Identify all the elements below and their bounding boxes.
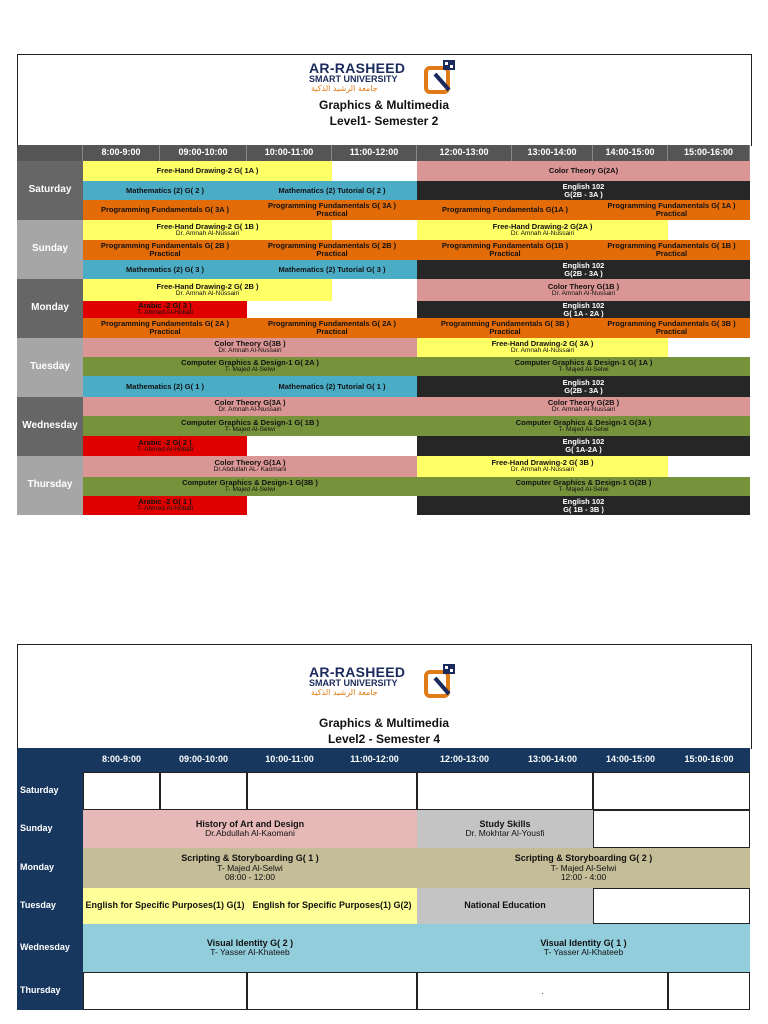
class-color bbox=[417, 397, 750, 416]
class-history bbox=[83, 810, 417, 848]
schedule1-title: Graphics & Multimedia bbox=[318, 98, 450, 112]
class-visual-identity-teacher: T- Yasser Al-Khateeb bbox=[543, 947, 624, 958]
class-english bbox=[417, 260, 750, 279]
class-pf-prac-title: Programming Fundamentals G(1B ) bbox=[441, 241, 569, 251]
class-scripting-teacher: T- Majed Al-Selwi bbox=[217, 862, 283, 873]
class-pf-prac-title: Programming Fundamentals G( 3A ) bbox=[267, 201, 397, 211]
class-pf-prac bbox=[593, 240, 750, 260]
class-fhd-teacher: Dr. Amnah Al-Nussairi bbox=[175, 289, 240, 297]
time-header bbox=[160, 748, 247, 772]
class-pf-prac bbox=[417, 240, 593, 260]
class-math-tut bbox=[247, 376, 417, 397]
class-pf-title: Programming Fundamentals G(1A ) bbox=[442, 205, 568, 215]
class-pf-prac bbox=[417, 318, 593, 338]
day-saturday bbox=[17, 772, 83, 810]
class-math-title: Mathematics (2) G( 3 ) bbox=[126, 264, 204, 274]
class-fhd bbox=[417, 220, 668, 240]
class-study-skills bbox=[417, 810, 593, 848]
day-thursday bbox=[17, 456, 83, 515]
class-cg bbox=[417, 416, 750, 436]
time-header bbox=[332, 145, 417, 161]
day-thursday-label: Thursday bbox=[20, 985, 61, 996]
time-header-label: 10:00-11:00 bbox=[265, 754, 314, 765]
class-arabic-teacher: T- Ahmed Al-Hobati bbox=[137, 309, 193, 317]
day-monday bbox=[17, 279, 83, 338]
class-color bbox=[417, 279, 750, 301]
class-cg bbox=[83, 477, 417, 496]
class-english bbox=[417, 376, 750, 397]
time-header bbox=[512, 145, 593, 161]
empty bbox=[417, 972, 668, 1010]
empty bbox=[247, 496, 417, 515]
time-header-label: 14:00-15:00 bbox=[605, 754, 656, 765]
class-pf-prac-teacher: Practical bbox=[149, 249, 181, 258]
empty bbox=[593, 772, 750, 810]
time-header bbox=[593, 145, 668, 161]
day-monday-label: Monday bbox=[20, 862, 55, 873]
class-pf-prac bbox=[83, 318, 247, 338]
class-fhd-teacher: Dr. Amnah Al-Nussairi bbox=[510, 466, 575, 474]
class-cg bbox=[417, 357, 750, 376]
day-sunday-label: Sunday bbox=[20, 823, 53, 834]
empty bbox=[668, 338, 750, 357]
time-header bbox=[417, 748, 512, 772]
time-header-label: 09:00-10:00 bbox=[178, 147, 228, 158]
class-pf-prac-teacher: Practical bbox=[316, 249, 348, 258]
class-cg-teacher: T- Majed Al-Selwi bbox=[224, 486, 276, 494]
day-wednesday bbox=[17, 397, 83, 456]
class-color-teacher: Dr. Amnah Al-Nussairi bbox=[551, 406, 616, 414]
day-tuesday bbox=[17, 338, 83, 397]
class-cg bbox=[417, 477, 750, 496]
class-pf-prac bbox=[593, 318, 750, 338]
class-arabic-title: Arabic -2 G( 3 ) bbox=[138, 301, 192, 311]
day-tuesday bbox=[17, 888, 83, 924]
class-pf-prac-title: Programming Fundamentals G( 2A ) bbox=[267, 319, 397, 329]
class-fhd-title: Free-Hand Drawing-2 G( 3B ) bbox=[491, 458, 594, 468]
class-pf-prac bbox=[247, 200, 417, 220]
class-scripting-title: Scripting & Storyboarding G( 1 ) bbox=[181, 853, 319, 864]
class-pf-prac bbox=[83, 240, 247, 260]
class-english-title: English 102 bbox=[562, 437, 605, 447]
class-color-title: Color Theory G(2A) bbox=[548, 166, 619, 176]
class-pf-prac-teacher: Practical bbox=[655, 249, 688, 258]
time-header-label: 11:00-12:00 bbox=[349, 147, 399, 158]
class-color-title: Color Theory G(1B ) bbox=[547, 281, 620, 291]
class-visual-identity bbox=[417, 924, 750, 972]
class-fhd bbox=[83, 279, 332, 301]
class-cg-title: Computer Graphics & Design-1 G(3B ) bbox=[182, 478, 318, 488]
class-arabic bbox=[83, 496, 247, 515]
class-english-title: English 102 bbox=[562, 181, 605, 191]
class-scripting bbox=[417, 848, 750, 888]
time-header bbox=[593, 748, 668, 772]
class-visual-identity-title: Visual Identity G( 1 ) bbox=[540, 937, 627, 948]
class-pf-title: Programming Fundamentals G( 3A ) bbox=[100, 205, 230, 215]
class-cg-teacher: T- Majed Al-Selwi bbox=[224, 425, 276, 433]
class-color-title: Color Theory G(1A ) bbox=[214, 458, 286, 468]
class-study-skills-teacher: Dr. Mokhtar Al-Yousfi bbox=[465, 828, 545, 839]
class-fhd bbox=[417, 338, 668, 357]
class-history-title: History of Art and Design bbox=[195, 818, 305, 829]
class-pf-prac bbox=[247, 240, 417, 260]
class-pf-prac-title: Programming Fundamentals G( 1B ) bbox=[607, 241, 736, 251]
class-scripting-hours: 08:00 - 12:00 bbox=[224, 871, 276, 882]
class-cg-teacher: T- Majed Al-Selwi bbox=[558, 425, 609, 433]
class-pf-prac bbox=[247, 318, 417, 338]
class-cg-teacher: T- Majed Al-Selwi bbox=[558, 486, 609, 494]
time-header-label: 11:00-12:00 bbox=[350, 754, 399, 765]
class-scripting bbox=[83, 848, 417, 888]
class-pf-prac-teacher: Practical bbox=[149, 327, 181, 336]
time-header-label: 13:00-14:00 bbox=[527, 147, 577, 158]
class-arabic bbox=[83, 301, 247, 318]
class-scripting-hours: 12:00 - 4:00 bbox=[560, 871, 607, 882]
day-monday bbox=[17, 848, 83, 888]
class-cg-title: Computer Graphics & Design-1 G( 2A ) bbox=[181, 358, 319, 368]
logo-emblem-icon bbox=[423, 664, 457, 700]
day-sunday bbox=[17, 220, 83, 279]
class-fhd-title: Free-Hand Drawing-2 G( 1A ) bbox=[156, 166, 259, 176]
university-logo-2 bbox=[309, 662, 459, 702]
time-header-label: 10:00-11:00 bbox=[264, 147, 314, 158]
class-visual-identity bbox=[83, 924, 417, 972]
class-color-title: Color Theory G(2B ) bbox=[547, 398, 620, 408]
day-tuesday-label: Tuesday bbox=[30, 361, 70, 373]
class-english-title: English 102 bbox=[562, 260, 605, 270]
class-history-teacher: Dr.Abdullah Al-Kaomani bbox=[205, 828, 295, 839]
class-national-education-title: National Education bbox=[464, 900, 546, 911]
class-pf-prac-title: Programming Fundamentals G( 1A ) bbox=[607, 201, 736, 211]
empty bbox=[332, 220, 417, 240]
class-math-tut-title: Mathematics (2) Tutorial G( 1 ) bbox=[278, 381, 386, 391]
class-math-tut bbox=[247, 260, 417, 279]
day-wednesday bbox=[17, 924, 83, 972]
class-cg-title: Computer Graphics & Design-1 G( 1B ) bbox=[181, 417, 319, 427]
empty bbox=[593, 810, 750, 848]
time-header bbox=[160, 145, 247, 161]
class-color bbox=[83, 338, 417, 357]
class-pf-prac-title: Programming Fundamentals G( 2B ) bbox=[100, 241, 230, 251]
schedule2-subtitle: Level2 - Semester 4 bbox=[327, 732, 441, 746]
class-english bbox=[417, 496, 750, 515]
time-header bbox=[332, 748, 417, 772]
logo-emblem-icon bbox=[423, 60, 457, 96]
class-english-teacher: G( 1A-2A ) bbox=[565, 445, 602, 454]
time-header-label: 13:00-14:00 bbox=[527, 754, 578, 765]
empty bbox=[83, 972, 247, 1010]
class-fhd-title: Free-Hand Drawing-2 G(2A ) bbox=[492, 221, 593, 231]
schedule1-subtitle: Level1- Semester 2 bbox=[329, 114, 439, 128]
empty bbox=[247, 436, 417, 456]
class-english-title: English 102 bbox=[562, 301, 605, 310]
day-tuesday-label: Tuesday bbox=[20, 900, 56, 911]
time-header bbox=[417, 145, 512, 161]
class-pf-prac-teacher: Practical bbox=[489, 327, 521, 336]
empty bbox=[247, 301, 417, 318]
university-logo bbox=[309, 58, 459, 98]
class-english-teacher: G(2B - 3A ) bbox=[564, 268, 603, 278]
class-arabic-teacher: T- Ahmed Al-Hobati bbox=[137, 505, 193, 513]
empty bbox=[332, 279, 417, 301]
class-pf-prac-teacher: Practical bbox=[655, 327, 688, 336]
class-english-title: English 102 bbox=[562, 496, 605, 506]
class-color bbox=[83, 456, 417, 477]
empty bbox=[160, 772, 247, 810]
class-fhd-teacher: Dr. Amnah Al-Nussairi bbox=[175, 229, 240, 237]
day-thursday-label: Thursday bbox=[27, 479, 73, 491]
class-arabic-teacher: T- Ahmed Al-Hobati bbox=[137, 445, 193, 453]
time-header bbox=[247, 145, 332, 161]
time-header-label: 09:00-10:00 bbox=[178, 754, 229, 765]
time-header-label: 8:00-9:00 bbox=[101, 147, 141, 158]
time-header bbox=[668, 748, 750, 772]
class-fhd-title: Free-Hand Drawing-2 G( 2B ) bbox=[156, 281, 259, 291]
logo-subname: SMART UNIVERSITY bbox=[309, 74, 398, 84]
class-fhd bbox=[417, 456, 668, 477]
day-saturday-label: Saturday bbox=[20, 785, 59, 796]
class-math-title: Mathematics (2) G( 2 ) bbox=[126, 185, 204, 195]
class-national-education bbox=[417, 888, 593, 924]
class-visual-identity-teacher: T- Yasser Al-Khateeb bbox=[210, 947, 290, 958]
class-pf-prac-title: Programming Fundamentals G( 2B ) bbox=[267, 241, 397, 251]
class-fhd-title: Free-Hand Drawing-2 G( 1B ) bbox=[156, 221, 259, 231]
logo-name: AR-RASHEED bbox=[309, 60, 406, 76]
empty bbox=[668, 220, 750, 240]
class-pf-prac-title: Programming Fundamentals G( 2A ) bbox=[100, 319, 230, 329]
class-math-tut-title: Mathematics (2) Tutorial G( 3 ) bbox=[278, 264, 386, 274]
time-header-label: 15:00-16:00 bbox=[683, 147, 734, 158]
empty bbox=[83, 772, 160, 810]
class-math-tut bbox=[247, 181, 417, 200]
class-english bbox=[417, 436, 750, 456]
class-arabic bbox=[83, 436, 247, 456]
day-sunday bbox=[17, 810, 83, 848]
day-saturday-label: Saturday bbox=[28, 184, 72, 196]
day-monday-label: Monday bbox=[31, 302, 69, 314]
header-corner bbox=[17, 748, 83, 772]
logo-arabic: جامعة الرشيد الذكية bbox=[311, 688, 378, 697]
class-pf-prac-teacher: Practical bbox=[489, 249, 521, 258]
class-fhd-teacher: Dr. Amnah Al-Nussairi bbox=[510, 229, 575, 237]
class-color bbox=[417, 161, 750, 181]
class-fhd-title: Free-Hand Drawing-2 G( 3A ) bbox=[491, 339, 594, 349]
class-esp bbox=[83, 888, 247, 924]
class-fhd bbox=[83, 220, 332, 240]
class-color-title: Color Theory G(3B ) bbox=[214, 339, 286, 349]
class-color-teacher: Dr. Amnah Al-Nussairi bbox=[218, 347, 282, 355]
day-thursday bbox=[17, 972, 83, 1010]
empty bbox=[417, 772, 593, 810]
header-corner bbox=[17, 145, 83, 161]
time-header-label: 15:00-16:00 bbox=[684, 754, 734, 765]
empty bbox=[593, 888, 750, 924]
class-math bbox=[83, 260, 247, 279]
class-arabic-title: Arabic -2 G( 1 ) bbox=[138, 497, 192, 507]
day-wednesday-label: Wednesday bbox=[22, 420, 78, 432]
class-scripting-teacher: T- Majed Al-Selwi bbox=[550, 862, 617, 873]
class-english-teacher: G( 1A - 2A ) bbox=[563, 308, 604, 318]
class-cg-title: Computer Graphics & Design-1 G(3A ) bbox=[515, 417, 652, 427]
time-header bbox=[512, 748, 593, 772]
class-pf bbox=[417, 200, 593, 220]
day-wednesday-label: Wednesday bbox=[20, 942, 70, 953]
class-visual-identity-title: Visual Identity G( 2 ) bbox=[206, 937, 294, 948]
empty bbox=[247, 772, 417, 810]
class-math bbox=[83, 376, 247, 397]
time-header-label: 8:00-9:00 bbox=[101, 754, 142, 765]
empty bbox=[247, 972, 417, 1010]
day-saturday bbox=[17, 161, 83, 220]
class-english-title: English 102 bbox=[562, 377, 605, 387]
class-arabic-title: Arabic -2 G( 2 ) bbox=[138, 437, 192, 447]
class-scripting-title: Scripting & Storyboarding G( 2 ) bbox=[514, 853, 653, 864]
class-fhd bbox=[83, 161, 332, 181]
class-color-teacher: Dr.Abdullah AL- Kaomani bbox=[213, 466, 287, 474]
class-pf-prac-title: Programming Fundamentals G( 3B ) bbox=[440, 319, 570, 329]
empty bbox=[668, 456, 750, 477]
class-cg-teacher: T- Majed Al-Selwi bbox=[224, 366, 276, 374]
logo-subname: SMART UNIVERSITY bbox=[309, 678, 398, 688]
logo-name: AR-RASHEED bbox=[309, 664, 406, 680]
class-esp-title: English for Specific Purposes(1) G(2) bbox=[252, 900, 412, 911]
class-color-teacher: Dr. Amnah Al-Nussairi bbox=[218, 406, 282, 414]
schedule2-title: Graphics & Multimedia bbox=[318, 716, 450, 730]
time-header-label: 14:00-15:00 bbox=[605, 147, 655, 158]
class-math bbox=[83, 181, 247, 200]
empty bbox=[332, 161, 417, 181]
class-english-teacher: G( 1B - 3B ) bbox=[563, 504, 604, 514]
class-pf-prac-title: Programming Fundamentals G( 3B ) bbox=[607, 319, 736, 329]
class-english bbox=[417, 301, 750, 318]
empty bbox=[668, 972, 750, 1010]
class-study-skills-title: Study Skills bbox=[479, 818, 531, 829]
class-color bbox=[83, 397, 417, 416]
class-english-teacher: G(2B - 3A ) bbox=[564, 385, 603, 395]
class-math-tut-title: Mathematics (2) Tutorial G( 2 ) bbox=[278, 185, 386, 195]
class-esp bbox=[247, 888, 417, 924]
class-pf-prac-teacher: Practical bbox=[316, 327, 348, 336]
class-color-title: Color Theory G(3A ) bbox=[214, 398, 286, 408]
class-pf-prac-teacher: Practical bbox=[316, 209, 348, 218]
time-header-label: 12:00-13:00 bbox=[439, 147, 489, 158]
class-cg-title: Computer Graphics & Design-1 G( 1A ) bbox=[514, 358, 653, 368]
logo-arabic: جامعة الرشيد الذكية bbox=[311, 84, 378, 93]
class-english bbox=[417, 181, 750, 200]
class-cg-title: Computer Graphics & Design-1 G(2B ) bbox=[515, 478, 652, 488]
time-header bbox=[83, 145, 160, 161]
class-fhd-teacher: Dr. Amnah Al-Nussairi bbox=[510, 347, 575, 355]
class-english-teacher: G(2B - 3A ) bbox=[564, 189, 603, 199]
time-header-label: 12:00-13:00 bbox=[439, 754, 490, 765]
class-cg bbox=[83, 357, 417, 376]
time-header bbox=[247, 748, 332, 772]
class-pf bbox=[83, 200, 247, 220]
time-header bbox=[83, 748, 160, 772]
day-sunday-label: Sunday bbox=[31, 243, 69, 255]
empty-title: . bbox=[541, 985, 544, 996]
class-color-teacher: Dr. Amnah Al-Nussairi bbox=[551, 289, 616, 297]
class-cg-teacher: T- Majed Al-Selwi bbox=[558, 366, 609, 374]
class-pf-prac bbox=[593, 200, 750, 220]
time-header bbox=[668, 145, 750, 161]
class-esp-title: English for Specific Purposes(1) G(1) bbox=[85, 900, 245, 911]
class-pf-prac-teacher: Practical bbox=[655, 209, 688, 218]
class-math-title: Mathematics (2) G( 1 ) bbox=[126, 381, 204, 391]
class-cg bbox=[83, 416, 417, 436]
